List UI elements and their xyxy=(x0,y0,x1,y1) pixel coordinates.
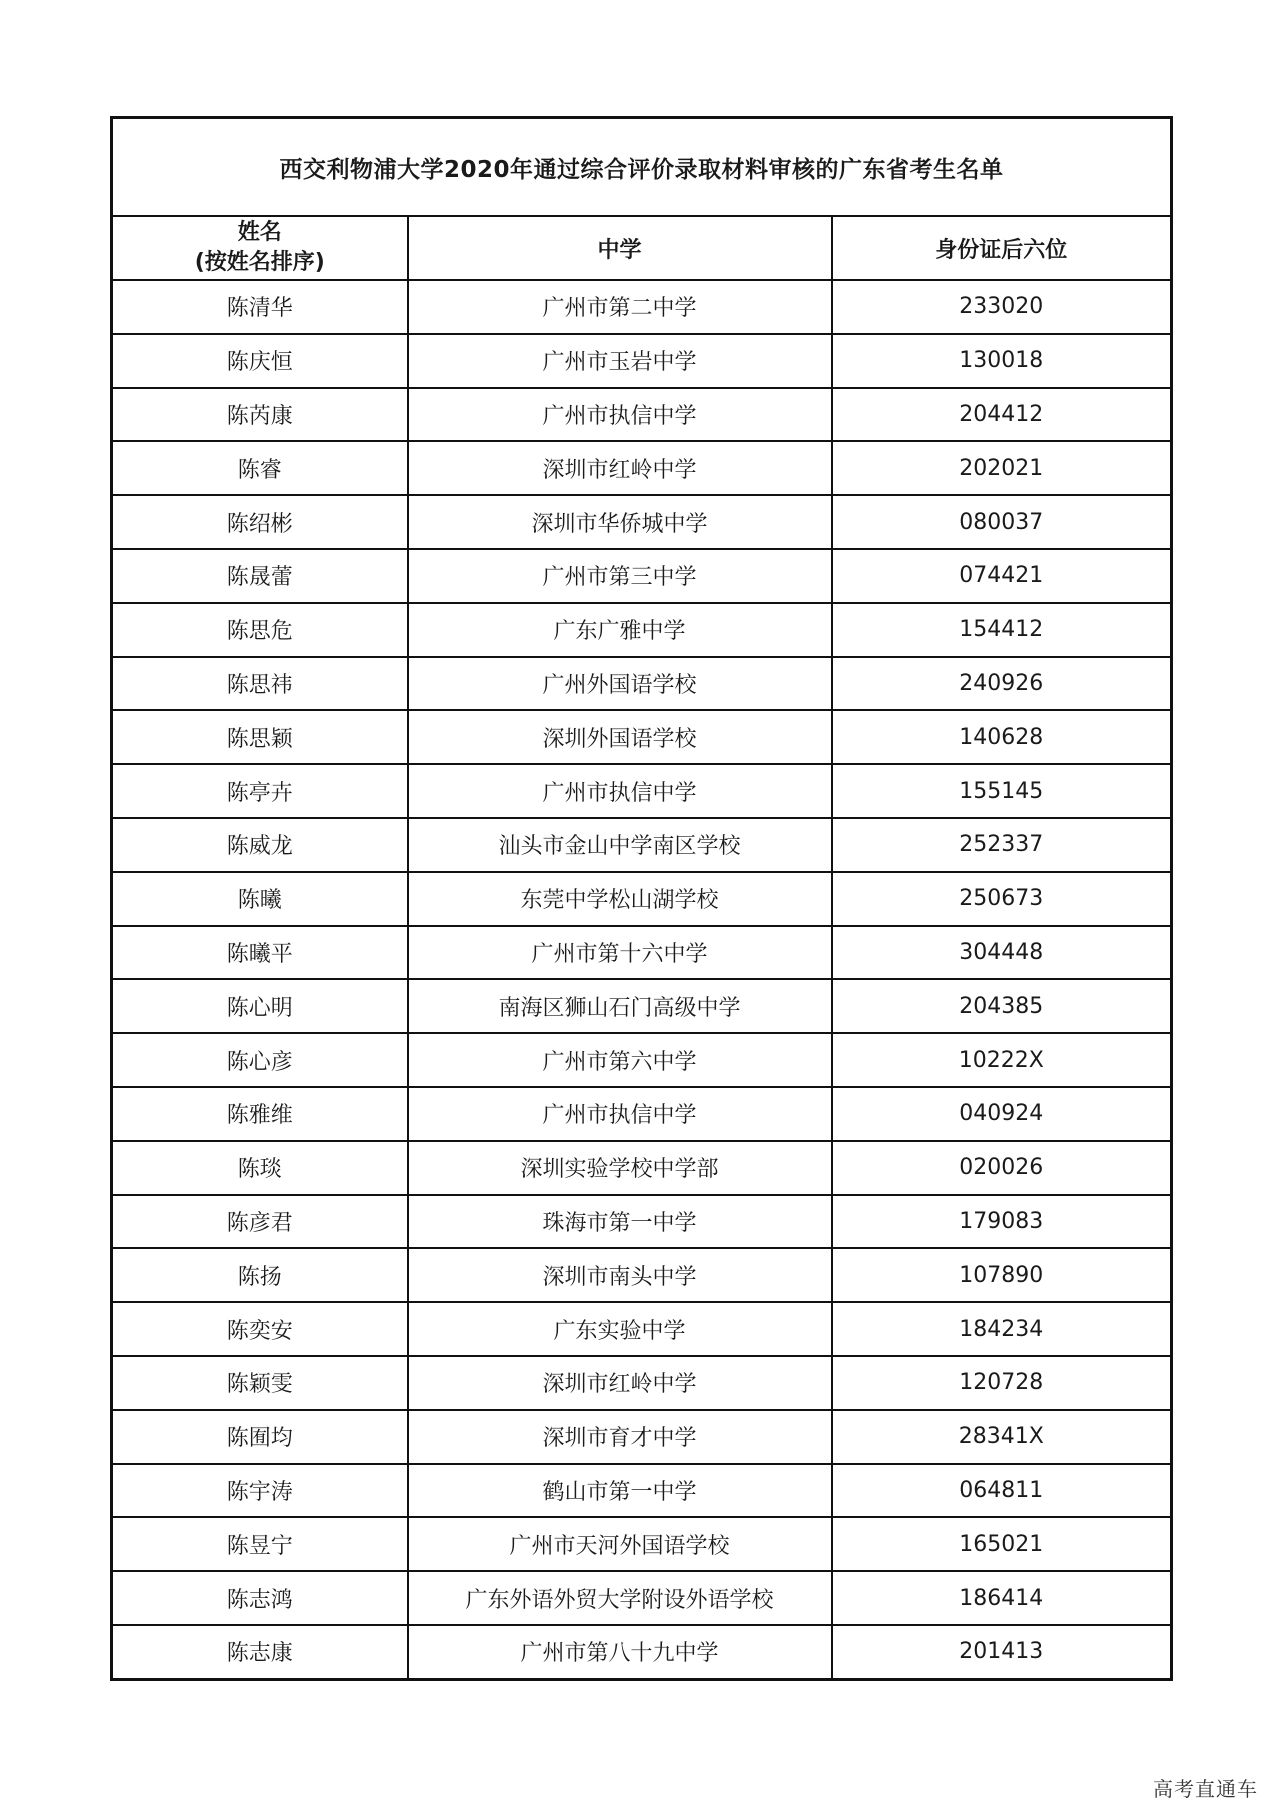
cell-school: 汕头市金山中学南区学校 xyxy=(408,818,832,872)
cell-id: 186414 xyxy=(832,1571,1172,1625)
cell-id: 28341X xyxy=(832,1410,1172,1464)
cell-name: 陈庆恒 xyxy=(112,334,408,388)
cell-id: 179083 xyxy=(832,1195,1172,1249)
cell-id: 250673 xyxy=(832,872,1172,926)
cell-name: 陈芮康 xyxy=(112,388,408,442)
cell-school: 广州市第六中学 xyxy=(408,1033,832,1087)
table-row xyxy=(112,1248,1172,1302)
cell-id: 020026 xyxy=(832,1141,1172,1195)
cell-school: 广州市第十六中学 xyxy=(408,926,832,980)
column-header-id: 身份证后六位 xyxy=(832,216,1172,280)
table-row xyxy=(112,549,1172,603)
cell-name: 陈彦君 xyxy=(112,1195,408,1249)
cell-name: 陈心彦 xyxy=(112,1033,408,1087)
cell-name: 陈思祎 xyxy=(112,657,408,711)
cell-school: 广州市天河外国语学校 xyxy=(408,1517,832,1571)
cell-name: 陈志康 xyxy=(112,1625,408,1679)
table-row xyxy=(112,388,1172,442)
cell-id: 130018 xyxy=(832,334,1172,388)
table-title: 西交利物浦大学2020年通过综合评价录取材料审核的广东省考生名单 xyxy=(112,118,1172,217)
cell-name: 陈晟蕾 xyxy=(112,549,408,603)
cell-id: 155145 xyxy=(832,764,1172,818)
cell-name: 陈睿 xyxy=(112,441,408,495)
cell-id: 064811 xyxy=(832,1464,1172,1518)
cell-name: 陈绍彬 xyxy=(112,495,408,549)
table-row xyxy=(112,872,1172,926)
cell-id: 140628 xyxy=(832,710,1172,764)
cell-school: 广东实验中学 xyxy=(408,1302,832,1356)
cell-name: 陈清华 xyxy=(112,280,408,334)
cell-name: 陈志鸿 xyxy=(112,1571,408,1625)
cell-id: 074421 xyxy=(832,549,1172,603)
table-row xyxy=(112,334,1172,388)
table-row xyxy=(112,280,1172,334)
table-row xyxy=(112,441,1172,495)
cell-id: 184234 xyxy=(832,1302,1172,1356)
cell-name: 陈思颖 xyxy=(112,710,408,764)
cell-name: 陈颖雯 xyxy=(112,1356,408,1410)
cell-id: 080037 xyxy=(832,495,1172,549)
cell-id: 165021 xyxy=(832,1517,1172,1571)
cell-school: 东莞中学松山湖学校 xyxy=(408,872,832,926)
cell-school: 广州市执信中学 xyxy=(408,1087,832,1141)
cell-id: 233020 xyxy=(832,280,1172,334)
column-header-name xyxy=(112,216,408,280)
cell-school: 南海区狮山石门高级中学 xyxy=(408,979,832,1033)
cell-school: 广州外国语学校 xyxy=(408,657,832,711)
cell-name: 陈奕安 xyxy=(112,1302,408,1356)
column-header-school: 中学 xyxy=(408,216,832,280)
cell-school: 广州市第八十九中学 xyxy=(408,1625,832,1679)
cell-school: 广州市第二中学 xyxy=(408,280,832,334)
cell-school: 珠海市第一中学 xyxy=(408,1195,832,1249)
cell-id: 120728 xyxy=(832,1356,1172,1410)
table-row xyxy=(112,1517,1172,1571)
cell-id: 154412 xyxy=(832,603,1172,657)
cell-name: 陈思危 xyxy=(112,603,408,657)
cell-id: 240926 xyxy=(832,657,1172,711)
cell-id: 204412 xyxy=(832,388,1172,442)
table-row xyxy=(112,1356,1172,1410)
cell-id: 304448 xyxy=(832,926,1172,980)
cell-name: 陈扬 xyxy=(112,1248,408,1302)
cell-school: 深圳市南头中学 xyxy=(408,1248,832,1302)
cell-school: 鹤山市第一中学 xyxy=(408,1464,832,1518)
cell-school: 深圳市红岭中学 xyxy=(408,1356,832,1410)
header-row xyxy=(112,216,1172,280)
cell-name: 陈琰 xyxy=(112,1141,408,1195)
cell-school: 广州市执信中学 xyxy=(408,388,832,442)
column-header-name-line1: 姓名 xyxy=(237,220,282,245)
cell-name: 陈亭卉 xyxy=(112,764,408,818)
cell-school: 广州市玉岩中学 xyxy=(408,334,832,388)
cell-school: 深圳市华侨城中学 xyxy=(408,495,832,549)
table-row xyxy=(112,1195,1172,1249)
column-header-name-line2: (按姓名排序) xyxy=(194,250,325,275)
cell-id: 201413 xyxy=(832,1625,1172,1679)
table-row xyxy=(112,1571,1172,1625)
cell-id: 10222X xyxy=(832,1033,1172,1087)
table-row xyxy=(112,1087,1172,1141)
cell-id: 204385 xyxy=(832,979,1172,1033)
cell-school: 广州市执信中学 xyxy=(408,764,832,818)
admission-list-table xyxy=(110,116,1173,1681)
table-row xyxy=(112,818,1172,872)
table-row xyxy=(112,1410,1172,1464)
table-row xyxy=(112,1302,1172,1356)
cell-name: 陈心明 xyxy=(112,979,408,1033)
table-body xyxy=(112,280,1172,1679)
cell-school: 广东广雅中学 xyxy=(408,603,832,657)
cell-id: 252337 xyxy=(832,818,1172,872)
cell-id: 107890 xyxy=(832,1248,1172,1302)
table-row xyxy=(112,764,1172,818)
cell-name: 陈昱宁 xyxy=(112,1517,408,1571)
table-row xyxy=(112,1625,1172,1679)
cell-school: 广州市第三中学 xyxy=(408,549,832,603)
table-row xyxy=(112,979,1172,1033)
table-row xyxy=(112,657,1172,711)
table-row xyxy=(112,603,1172,657)
cell-school: 广东外语外贸大学附设外语学校 xyxy=(408,1571,832,1625)
table-row xyxy=(112,1464,1172,1518)
cell-name: 陈曦平 xyxy=(112,926,408,980)
watermark-text: 高考直通车 xyxy=(1153,1777,1258,1801)
cell-school: 深圳市红岭中学 xyxy=(408,441,832,495)
cell-name: 陈宇涛 xyxy=(112,1464,408,1518)
cell-id: 202021 xyxy=(832,441,1172,495)
table-row xyxy=(112,1033,1172,1087)
cell-name: 陈囿均 xyxy=(112,1410,408,1464)
cell-id: 040924 xyxy=(832,1087,1172,1141)
cell-name: 陈威龙 xyxy=(112,818,408,872)
cell-school: 深圳实验学校中学部 xyxy=(408,1141,832,1195)
cell-name: 陈雅维 xyxy=(112,1087,408,1141)
table-row xyxy=(112,495,1172,549)
cell-name: 陈曦 xyxy=(112,872,408,926)
cell-school: 深圳外国语学校 xyxy=(408,710,832,764)
table-row xyxy=(112,926,1172,980)
table-row xyxy=(112,710,1172,764)
cell-school: 深圳市育才中学 xyxy=(408,1410,832,1464)
table-row xyxy=(112,1141,1172,1195)
